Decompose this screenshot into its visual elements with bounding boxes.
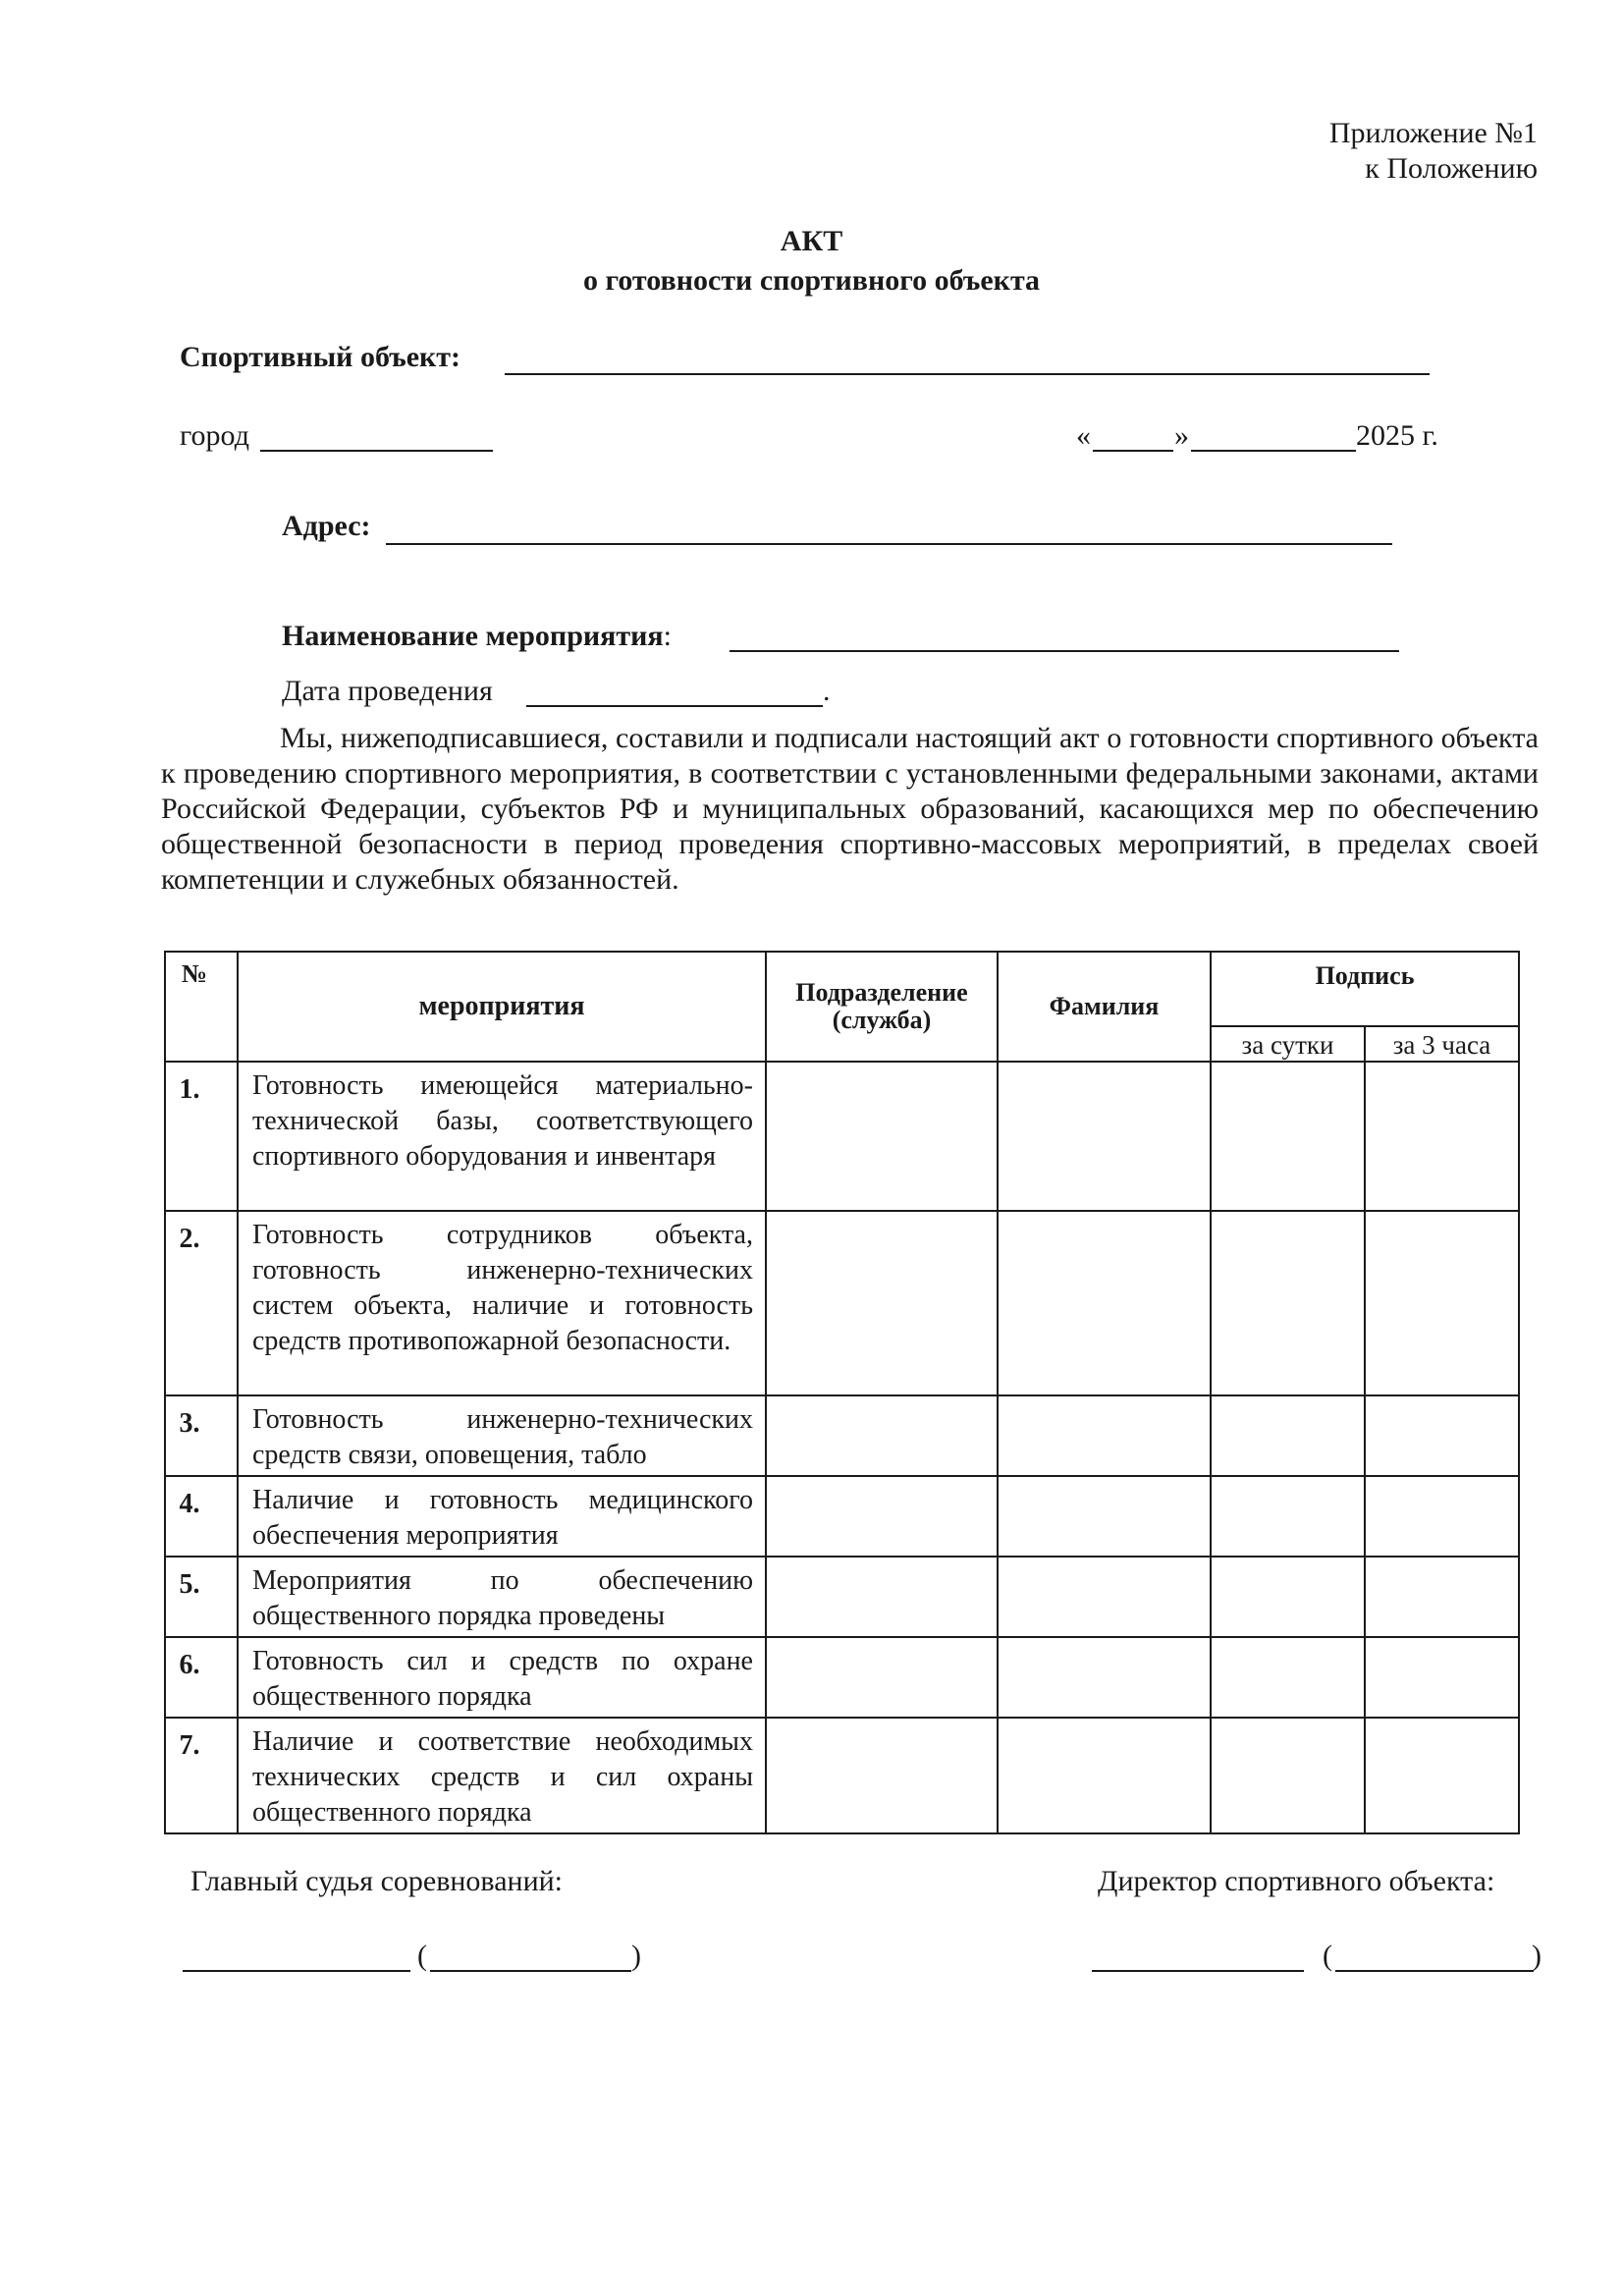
header-signature: Подпись [1211, 952, 1519, 1026]
department-cell[interactable] [766, 1476, 998, 1557]
row-text: Наличие и готовность медицинского обеспечения мероприятия [238, 1476, 766, 1557]
date-open-quote: « [1076, 419, 1091, 452]
signature-3h-cell[interactable] [1365, 1718, 1519, 1833]
department-cell[interactable] [766, 1211, 998, 1395]
event-name-label: Наименование мероприятия [282, 620, 664, 652]
signature-day-cell[interactable] [1211, 1718, 1365, 1833]
director-label: Директор спортивного объекта: [1098, 1865, 1495, 1897]
director-paren-open: ( [1323, 1940, 1332, 1972]
header-event: мероприятия [238, 952, 766, 1062]
surname-cell[interactable] [998, 1062, 1211, 1211]
table-row [165, 1718, 1519, 1833]
table-row [165, 1637, 1519, 1718]
signature-3h-cell[interactable] [1365, 1557, 1519, 1637]
header-department: Подразделение (служба) [766, 952, 998, 1062]
row-number: 4. [165, 1476, 238, 1557]
department-cell[interactable] [766, 1395, 998, 1476]
statement-paragraph: Мы, нижеподписавшиеся, составили и подписали настоящий акт о готовности спортивного объекта к проведению спортивного мероприятия, в соответствии с установленными федеральными законами, актами Российской Федерации, субъектов РФ и муниципальных образований, касающихся мер по обеспечению общественной безопасности в период проведения спортивно-массовых мероприятий, в пределах своей компетенции и служебных обязанностей. [161, 722, 1539, 896]
date-year: 2025 г. [1356, 419, 1438, 452]
row-number: 5. [165, 1557, 238, 1637]
row-text: Наличие и соответствие необходимых технических средств и сил охраны общественного порядка [238, 1718, 766, 1833]
director-paren-close: ) [1532, 1940, 1542, 1972]
judge-signature-field[interactable] [183, 1970, 410, 1972]
director-signature-field[interactable] [1092, 1970, 1304, 1972]
event-date-label: Дата проведения [282, 675, 493, 707]
row-text: Готовность инженерно-технических средств связи, оповещения, табло [238, 1395, 766, 1476]
table-row [165, 1211, 1519, 1395]
signature-3h-cell[interactable] [1365, 1637, 1519, 1718]
department-cell[interactable] [766, 1557, 998, 1637]
row-text: Готовность сотрудников объекта, готовность инженерно-технических систем объекта, наличие и готовность средств противопожарной безопасности. [238, 1211, 766, 1395]
signature-3h-cell[interactable] [1365, 1211, 1519, 1395]
signature-day-cell[interactable] [1211, 1062, 1365, 1211]
surname-cell[interactable] [998, 1395, 1211, 1476]
signature-day-cell[interactable] [1211, 1395, 1365, 1476]
table-row [165, 1557, 1519, 1637]
signature-day-cell[interactable] [1211, 1476, 1365, 1557]
surname-cell[interactable] [998, 1718, 1211, 1833]
event-date-field[interactable] [526, 705, 823, 707]
surname-cell[interactable] [998, 1637, 1211, 1718]
city-field[interactable] [260, 450, 493, 452]
event-name-colon: : [663, 620, 673, 652]
address-label: Адрес: [282, 510, 371, 542]
row-text: Готовность имеющейся материально-технической базы, соответствующего спортивного оборудования и инвентаря [238, 1062, 766, 1211]
date-month-field[interactable] [1191, 450, 1356, 452]
appendix-line-2: к Положению [1365, 152, 1538, 185]
table-row [165, 1476, 1519, 1557]
table-row [165, 1395, 1519, 1476]
row-number: 2. [165, 1211, 238, 1395]
table-row [165, 1062, 1519, 1211]
signature-day-cell[interactable] [1211, 1211, 1365, 1395]
row-number: 6. [165, 1637, 238, 1718]
date-close-quote: » [1174, 419, 1189, 452]
event-name-field[interactable] [730, 650, 1399, 652]
row-number: 1. [165, 1062, 238, 1211]
judge-name-field[interactable] [430, 1970, 631, 1972]
director-name-field[interactable] [1335, 1970, 1534, 1972]
surname-cell[interactable] [998, 1211, 1211, 1395]
signature-day-cell[interactable] [1211, 1557, 1365, 1637]
row-number: 7. [165, 1718, 238, 1833]
header-per-3h: за 3 часа [1365, 1026, 1519, 1062]
judge-paren-close: ) [631, 1940, 641, 1972]
sport-object-label: Спортивный объект: [180, 341, 461, 373]
appendix-line-1: Приложение №1 [1328, 117, 1538, 149]
judge-label: Главный судья соревнований: [190, 1865, 564, 1897]
department-cell[interactable] [766, 1062, 998, 1211]
department-cell[interactable] [766, 1637, 998, 1718]
department-cell[interactable] [766, 1718, 998, 1833]
signature-3h-cell[interactable] [1365, 1395, 1519, 1476]
row-number: 3. [165, 1395, 238, 1476]
row-text: Мероприятия по обеспечению общественного порядка проведены [238, 1557, 766, 1637]
signature-day-cell[interactable] [1211, 1637, 1365, 1718]
appendix-note [1129, 116, 1538, 187]
signature-3h-cell[interactable] [1365, 1062, 1519, 1211]
event-date-period: . [823, 675, 831, 707]
document-title [0, 222, 1623, 301]
title-subtitle: о готовности спортивного объекта [582, 264, 1041, 297]
header-number: № [165, 952, 238, 1062]
address-field[interactable] [386, 543, 1392, 545]
header-per-day: за сутки [1211, 1026, 1365, 1062]
row-text: Готовность сил и средств по охране общественного порядка [238, 1637, 766, 1718]
signature-3h-cell[interactable] [1365, 1476, 1519, 1557]
sport-object-field[interactable] [505, 373, 1430, 375]
surname-cell[interactable] [998, 1476, 1211, 1557]
judge-paren-open: ( [417, 1940, 427, 1972]
event-name-label-wrap [282, 619, 672, 654]
header-surname: Фамилия [998, 952, 1211, 1062]
readiness-table [164, 951, 1520, 1834]
city-label: город [180, 419, 249, 452]
surname-cell[interactable] [998, 1557, 1211, 1637]
date-day-field[interactable] [1093, 450, 1173, 452]
title-main: АКТ [780, 225, 843, 257]
